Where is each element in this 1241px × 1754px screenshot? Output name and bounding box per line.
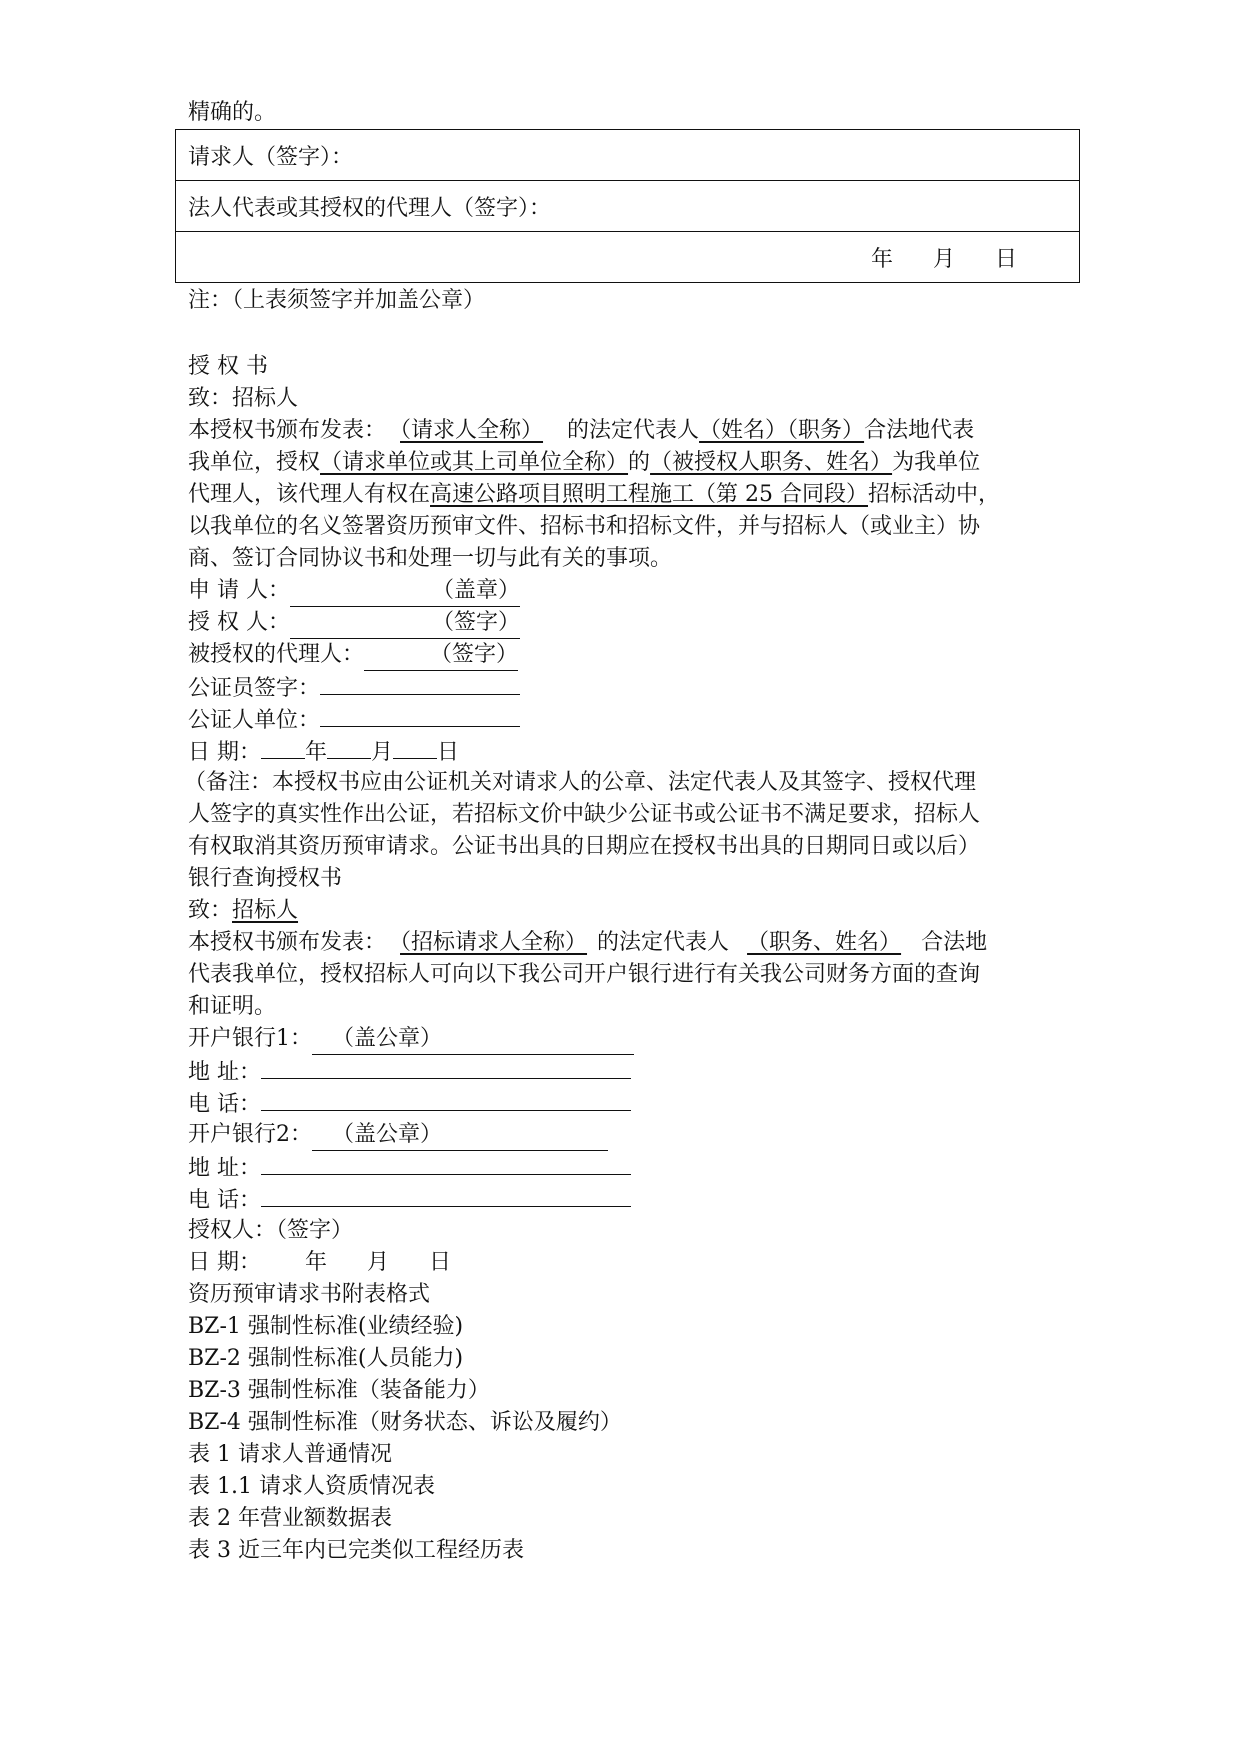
bank-paragraph-line-2: 代表我单位，授权招标人可向以下我公司开户银行进行有关我公司财务方面的查询 [188,962,981,987]
auth-paragraph-line-2: 我单位，授权（请求单位或其上司单位全称）的（被授权人职务、姓名）为我单位 [188,450,981,475]
bank-title: 银行查询授权书 [188,866,343,891]
bank2-phone-field: 电 话： [188,1184,631,1216]
auth-paragraph-line-4: 以我单位的名义签署资历预审文件、招标书和招标文件，并与招标人（或业主）协 [188,514,981,539]
auth-recipient: 致：招标人 [188,386,299,411]
bank1-phone-field: 电 话： [188,1088,631,1120]
bank-date-field: 日 期： 年 月 日 [188,1250,452,1275]
appendix-item: BZ-4 强制性标准（财务状态、诉讼及履约） [188,1410,622,1435]
sign-date-row: 年 月 日 [176,232,1080,283]
notary-unit-field: 公证人单位： [188,704,520,736]
notary-sign-field: 公证员签字： [188,672,520,704]
appendix-item: BZ-3 强制性标准（装备能力） [188,1378,490,1403]
auth-paragraph-line-3: 代理人，该代理人有权在高速公路项目照明工程施工（第 25 合同段）招标活动中， [188,482,1001,507]
legal-rep-sign-row: 法人代表或其授权的代理人（签字）： [176,181,1080,232]
top-fragment: 精确的。 [188,100,277,125]
auth-remark-line-3: 有权取消其资历预审请求。公证书出具的日期应在授权书出具的日期同日或以后） [188,834,981,859]
bank-recipient: 致：招标人 [188,898,299,923]
requester-sign-row: 请求人（签字）： [176,130,1080,181]
appendix-item: 表 1.1 请求人资质情况表 [188,1474,435,1499]
bank1-field: 开户银行1： （盖公章） [188,1024,634,1056]
appendix-item: 表 3 近三年内已完类似工程经历表 [188,1538,524,1563]
appendix-item: BZ-1 强制性标准(业绩经验) [188,1314,464,1339]
auth-remark-line-1: （备注：本授权书应由公证机关对请求人的公章、法定代表人及其签字、授权代理 [184,770,977,795]
bank-paragraph-line-3: 和证明。 [188,994,277,1019]
bank-paragraph-line-1: 本授权书颁布发表： （招标请求人全称） 的法定代表人 （职务、姓名） 合法地 [188,930,988,955]
auth-title: 授 权 书 [188,354,268,379]
auth-paragraph-line-5: 商、签订合同协议书和处理一切与此有关的事项。 [188,546,673,571]
table-note: 注：（上表须签字并加盖公章） [188,288,486,313]
bank-authorizer: 授权人：（签字） [188,1218,354,1243]
bank2-address-field: 地 址： [188,1152,631,1184]
appendix-item: 表 1 请求人普通情况 [188,1442,392,1467]
authorizer-field: 授 权 人： （签字） [188,608,520,640]
appendix-item: 表 2 年营业额数据表 [188,1506,392,1531]
agent-field: 被授权的代理人： （签字） [188,640,518,672]
auth-paragraph-line-1: 本授权书颁布发表： （请求人全称） 的法定代表人（姓名）（职务）合法地代表 [188,418,975,443]
applicant-field: 申 请 人： （盖章） [188,576,520,608]
signature-table [175,129,1080,283]
bank1-address-field: 地 址： [188,1056,631,1088]
appendix-title: 资历预审请求书附表格式 [188,1282,431,1307]
appendix-item: BZ-2 强制性标准(人员能力) [188,1346,464,1371]
auth-remark-line-2: 人签字的真实性作出公证，若招标文价中缺少公证书或公证书不满足要求，招标人 [188,802,981,827]
bank2-field: 开户银行2： （盖公章） [188,1120,608,1152]
auth-date-field: 日 期： 年 月 日 [188,736,459,768]
